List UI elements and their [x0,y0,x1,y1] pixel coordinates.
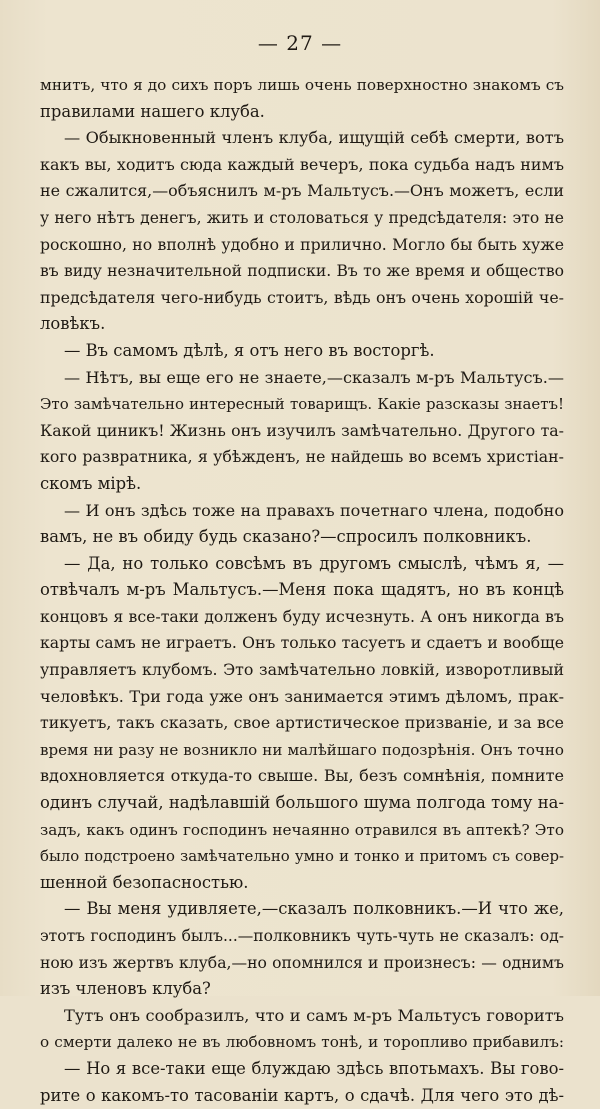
text-line: мнитъ, что я до сихъ поръ лишь очень поверхностно знакомъ съ [40,76,564,94]
text-line: у него нѣтъ денегъ, жить и столоваться у предсѣдателя: это не [40,208,564,227]
text-line: кого развратника, я убѣжденъ, не найдешь во всемъ христіан- [40,447,564,467]
text-line: — Нѣтъ, вы еще его не знаете,—сказалъ м-ръ Мальтусъ.— [64,367,564,387]
text-line: карты самъ не играетъ. Онъ только тасуетъ и сдаетъ и вообще [40,633,564,653]
text-line: было подстроено замѣчательно умно и тонко и притомъ съ совер- [40,847,564,866]
text-line: Тутъ онъ сообразилъ, что и самъ м-ръ Мальтусъ говоритъ [64,1005,564,1025]
text-line: о смерти далеко не въ любовномъ тонѣ, и торопливо прибавилъ: [40,1033,564,1052]
text-line: рите о какомъ-то тасованіи картъ, о сдачѣ. Для чего это дѣ- [40,1085,564,1105]
text-line: одинъ случай, надѣлавшій большого шума полгода тому на- [40,793,564,813]
text-line: — Обыкновенный членъ клуба, ищущій себѣ смерти, вотъ [64,128,564,148]
text-line: — Вы меня удивляете,—сказалъ полковникъ.—И что же, [64,899,564,919]
text-line: вамъ, не въ обиду будь сказано?—спросилъ полковникъ. [40,527,532,547]
text-line: ловѣкъ. [40,314,106,334]
text-line: шенной безопасностью. [40,872,249,892]
text-line: тикуетъ, такъ сказать, свое артистическое призваніе, и за все [40,713,564,733]
text-line: вдохновляется откуда-то свыше. Вы, безъ сомнѣнія, помните [40,766,564,786]
text-line: ною изъ жертвъ клуба,—но опомнился и произнесъ: — однимъ [40,953,564,972]
text-line: отвѣчалъ м-ръ Мальтусъ.—Меня пока щадятъ, но въ концѣ [40,580,564,600]
text-line: не сжалится,—объяснилъ м-ръ Мальтусъ.—Онъ можетъ, если [40,181,564,201]
text-line: — Да, но только совсѣмъ въ другомъ смыслѣ, чѣмъ я, — [64,553,564,573]
text-line: Какой циникъ! Жизнь онъ изучилъ замѣчательно. Другого та- [40,420,564,440]
text-line: — И онъ здѣсь тоже на правахъ почетнаго члена, подобно [64,500,564,520]
text-line: Это замѣчательно интересный товарищъ. Какіе разсказы знаетъ! [40,395,564,414]
text-line: — Въ самомъ дѣлѣ, я отъ него въ восторгѣ. [64,340,435,360]
text-line: какъ вы, ходитъ сюда каждый вечеръ, пока судьба надъ нимъ [40,154,564,174]
text-line: роскошно, но вполнѣ удобно и прилично. Могло бы быть хуже [40,234,564,254]
body-text [40,72,564,1109]
text-line: человѣкъ. Три года уже онъ занимается этимъ дѣломъ, прак- [40,686,564,706]
text-line: въ виду незначительной подписки. Въ то же время и общество [40,262,564,281]
text-line: управляетъ клубомъ. Это замѣчательно ловкій, изворотливый [40,660,564,680]
text-line: скомъ мірѣ. [40,473,142,493]
text-line: — Но я все-таки еще блуждаю здѣсь впотьмахъ. Вы гово- [64,1058,564,1078]
text-line: этотъ господинъ былъ...—полковникъ чуть-чуть не сказалъ: од- [40,927,564,945]
text-line: изъ членовъ клуба? [40,979,211,999]
text-line: предсѣдателя чего-нибудь стоитъ, вѣдь онъ очень хорошій че- [40,287,564,307]
text-line: задъ, какъ одинъ господинъ нечаянно отравился въ аптекѣ? Это [40,820,564,839]
text-line: правилами нашего клуба. [40,101,265,121]
text-line: время ни разу не возникло ни малѣйшаго подозрѣнія. Онъ точно [40,740,564,759]
text-line: концовъ я все-таки долженъ буду исчезнуть. А онъ никогда въ [40,606,564,626]
page-number: — 27 — [257,31,343,55]
